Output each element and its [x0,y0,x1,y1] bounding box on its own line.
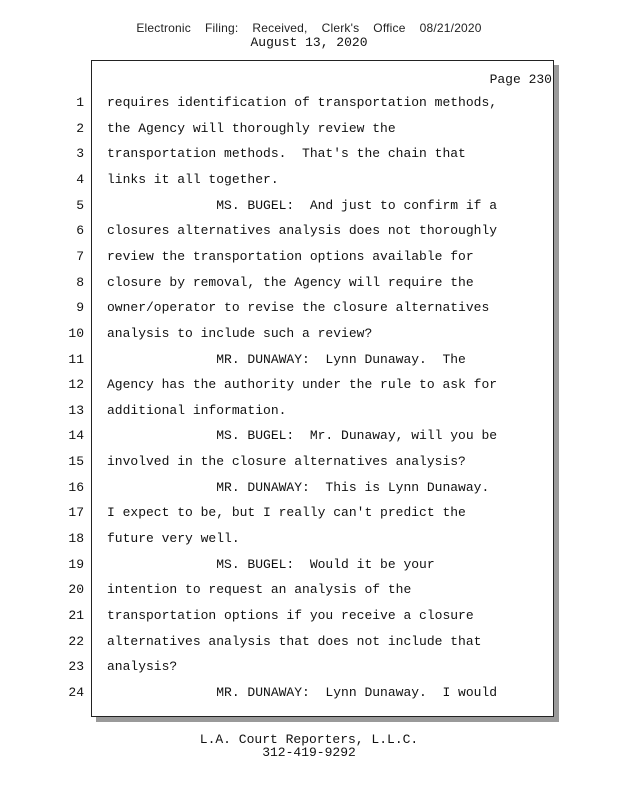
line-number: 12 [68,377,84,393]
line-number: 13 [68,402,84,418]
line-text: alternatives analysis that does not include that [107,633,482,649]
transcript-line [0,146,560,166]
line-number: 17 [68,505,84,521]
line-text: I expect to be, but I really can't predict the [107,505,466,521]
stamp-word: Filing: [205,21,239,35]
transcript-line [0,634,560,654]
line-text: involved in the closure alternatives analysis? [107,454,466,470]
line-number: 8 [76,274,84,290]
line-text: MR. DUNAWAY: This is Lynn Dunaway. [107,479,490,495]
line-number: 18 [68,531,84,547]
transcript-line [0,352,560,372]
transcript-line [0,659,560,679]
line-text: links it all together. [107,171,279,187]
transcript-line [0,480,560,500]
line-number: 11 [68,351,84,367]
line-number: 15 [68,454,84,470]
line-text: review the transportation options available for [107,248,474,264]
footer-company: L.A. Court Reporters, L.L.C. [199,732,419,747]
line-number: 24 [68,684,84,700]
transcript-line [0,95,560,115]
transcript-line [0,172,560,192]
line-number: 6 [76,223,84,239]
transcript-line [0,275,560,295]
line-number: 10 [68,325,84,341]
line-number: 16 [68,479,84,495]
transcript-line [0,403,560,423]
line-text: requires identification of transportation methods, [107,95,498,110]
line-number: 19 [68,556,84,572]
transcript-line [0,300,560,320]
stamp-word: Office [373,21,406,35]
stamp-date: 08/21/2020 [419,21,482,35]
line-text: additional information. [107,402,287,418]
page-number: Page 230 [489,72,552,87]
line-text: MR. DUNAWAY: Lynn Dunaway. I would [107,684,498,700]
stamp-word: Received, [252,21,308,35]
line-text: transportation methods. That's the chain that [107,146,466,162]
line-number: 20 [68,582,84,598]
line-number: 21 [68,608,84,623]
transcript-line [0,428,560,448]
header-date: August 13, 2020 [250,35,368,50]
transcript-line [0,454,560,474]
line-text: transportation options if you receive a closure [107,608,474,623]
line-number: 23 [68,659,84,675]
line-text: MR. DUNAWAY: Lynn Dunaway. The [107,351,466,367]
line-number: 7 [76,248,84,264]
transcript-line [0,249,560,269]
line-text: the Agency will thoroughly review the [107,120,396,136]
line-number: 9 [76,300,84,316]
line-text: Agency has the authority under the rule to ask for [107,377,498,393]
line-text: intention to request an analysis of the [107,582,412,598]
line-text: future very well. [107,531,240,547]
transcript-line [0,608,560,628]
stamp-word: Electronic [136,21,191,35]
line-number: 3 [76,146,84,162]
line-text: owner/operator to revise the closure alternatives [107,300,490,316]
line-text: MS. BUGEL: Would it be your [107,556,435,572]
line-text: analysis to include such a review? [107,325,373,341]
footer [0,733,618,759]
line-text: MS. BUGEL: Mr. Dunaway, will you be [107,428,498,444]
transcript-line [0,531,560,551]
transcript-line [0,377,560,397]
stamp-word: Clerk's [321,21,360,35]
line-number: 2 [76,120,84,136]
transcript-line [0,326,560,346]
transcript-line [0,582,560,602]
line-number: 4 [76,171,84,187]
line-number: 1 [76,95,84,110]
line-text: MS. BUGEL: And just to confirm if a [107,197,498,213]
line-text: closure by removal, the Agency will require the [107,274,474,290]
line-number: 5 [76,197,84,213]
transcript-line [0,223,560,243]
transcript-line [0,505,560,525]
line-number: 14 [68,428,84,444]
transcript-line [0,557,560,577]
footer-phone: 312-419-9292 [262,745,356,760]
transcript-line [0,685,560,705]
line-number: 22 [68,633,84,649]
line-text: analysis? [107,659,178,675]
filing-stamp [0,21,618,35]
transcript-line [0,121,560,141]
transcript-line [0,198,560,218]
line-text: closures alternatives analysis does not thoroughly [107,223,498,239]
